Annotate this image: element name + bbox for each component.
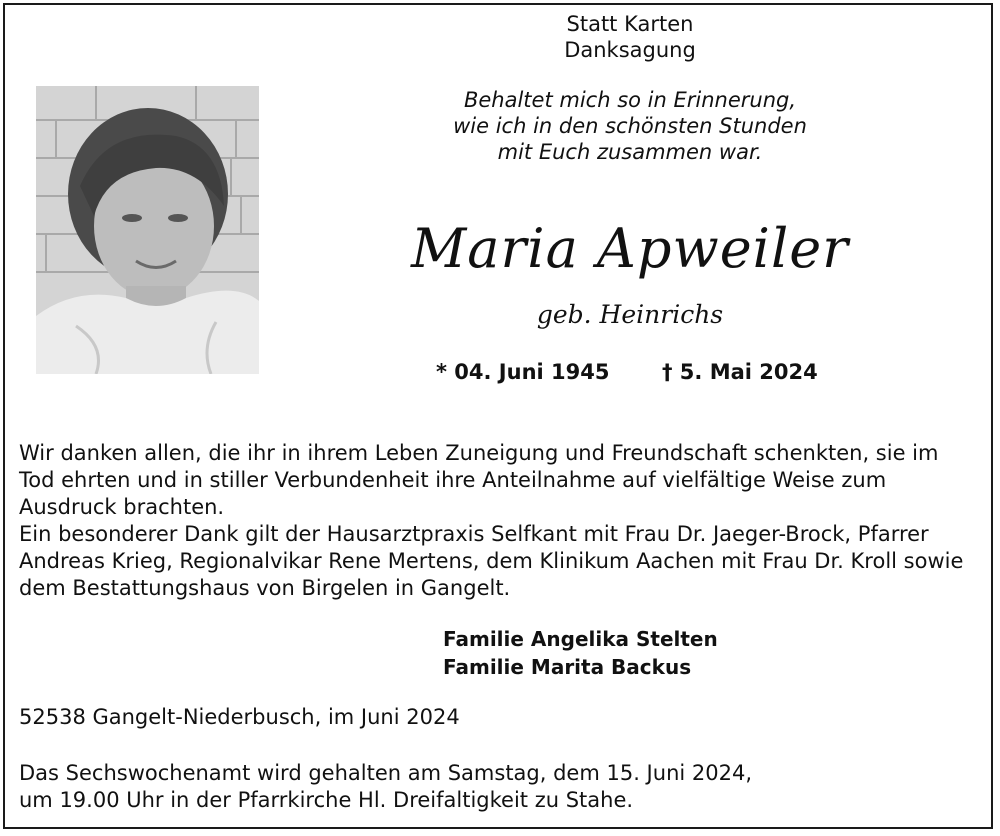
- service-line-1: Das Sechswochenamt wird gehalten am Samstag, dem 15. Juni 2024,: [19, 761, 753, 785]
- thanks-text: [19, 440, 979, 602]
- verse-line-2: wie ich in den schönsten Stunden: [453, 114, 807, 138]
- service-line-2: um 19.00 Uhr in der Pfarrkirche Hl. Dreifaltigkeit zu Stahe.: [19, 788, 634, 812]
- signature-2: Familie Marita Backus: [443, 655, 692, 679]
- signature-1: Familie Angelika Stelten: [443, 627, 718, 651]
- verse: [380, 87, 880, 165]
- thanks-paragraph-2: Ein besonderer Dank gilt der Hausarztpraxis Selfkant mit Frau Dr. Jaeger-Brock, Pfarrer Andreas Krieg, Regionalvikar Rene Mertens, dem Klinikum Aachen mit Frau Dr. Kroll sowie dem Bestattungshaus von Birgelen in Gangelt.: [19, 522, 964, 600]
- service-notice: [19, 760, 752, 814]
- portrait-photo-icon: [36, 86, 259, 374]
- header-statt-karten: Statt Karten: [566, 12, 694, 36]
- verse-line-1: Behaltet mich so in Erinnerung,: [463, 88, 797, 112]
- place-date: 52538 Gangelt-Niederbusch, im Juni 2024: [19, 705, 460, 729]
- birth-name: geb. Heinrichs: [536, 300, 724, 329]
- deceased-name: Maria Apweiler: [411, 217, 849, 280]
- thanks-paragraph-1: Wir danken allen, die ihr in ihrem Leben Zuneigung und Freundschaft schenkten, sie im Tod ehrten und in stiller Verbundenheit ihre Anteilnahme auf vielfältige Weise zum Ausdruck brachten.: [19, 441, 939, 519]
- signatures: [443, 625, 718, 681]
- portrait-photo: [36, 86, 259, 374]
- death-date: † 5. Mai 2024: [662, 360, 818, 384]
- verse-line-3: mit Euch zusammen war.: [497, 140, 763, 164]
- header-danksagung: Danksagung: [564, 38, 696, 62]
- birth-date: * 04. Juni 1945: [436, 360, 610, 384]
